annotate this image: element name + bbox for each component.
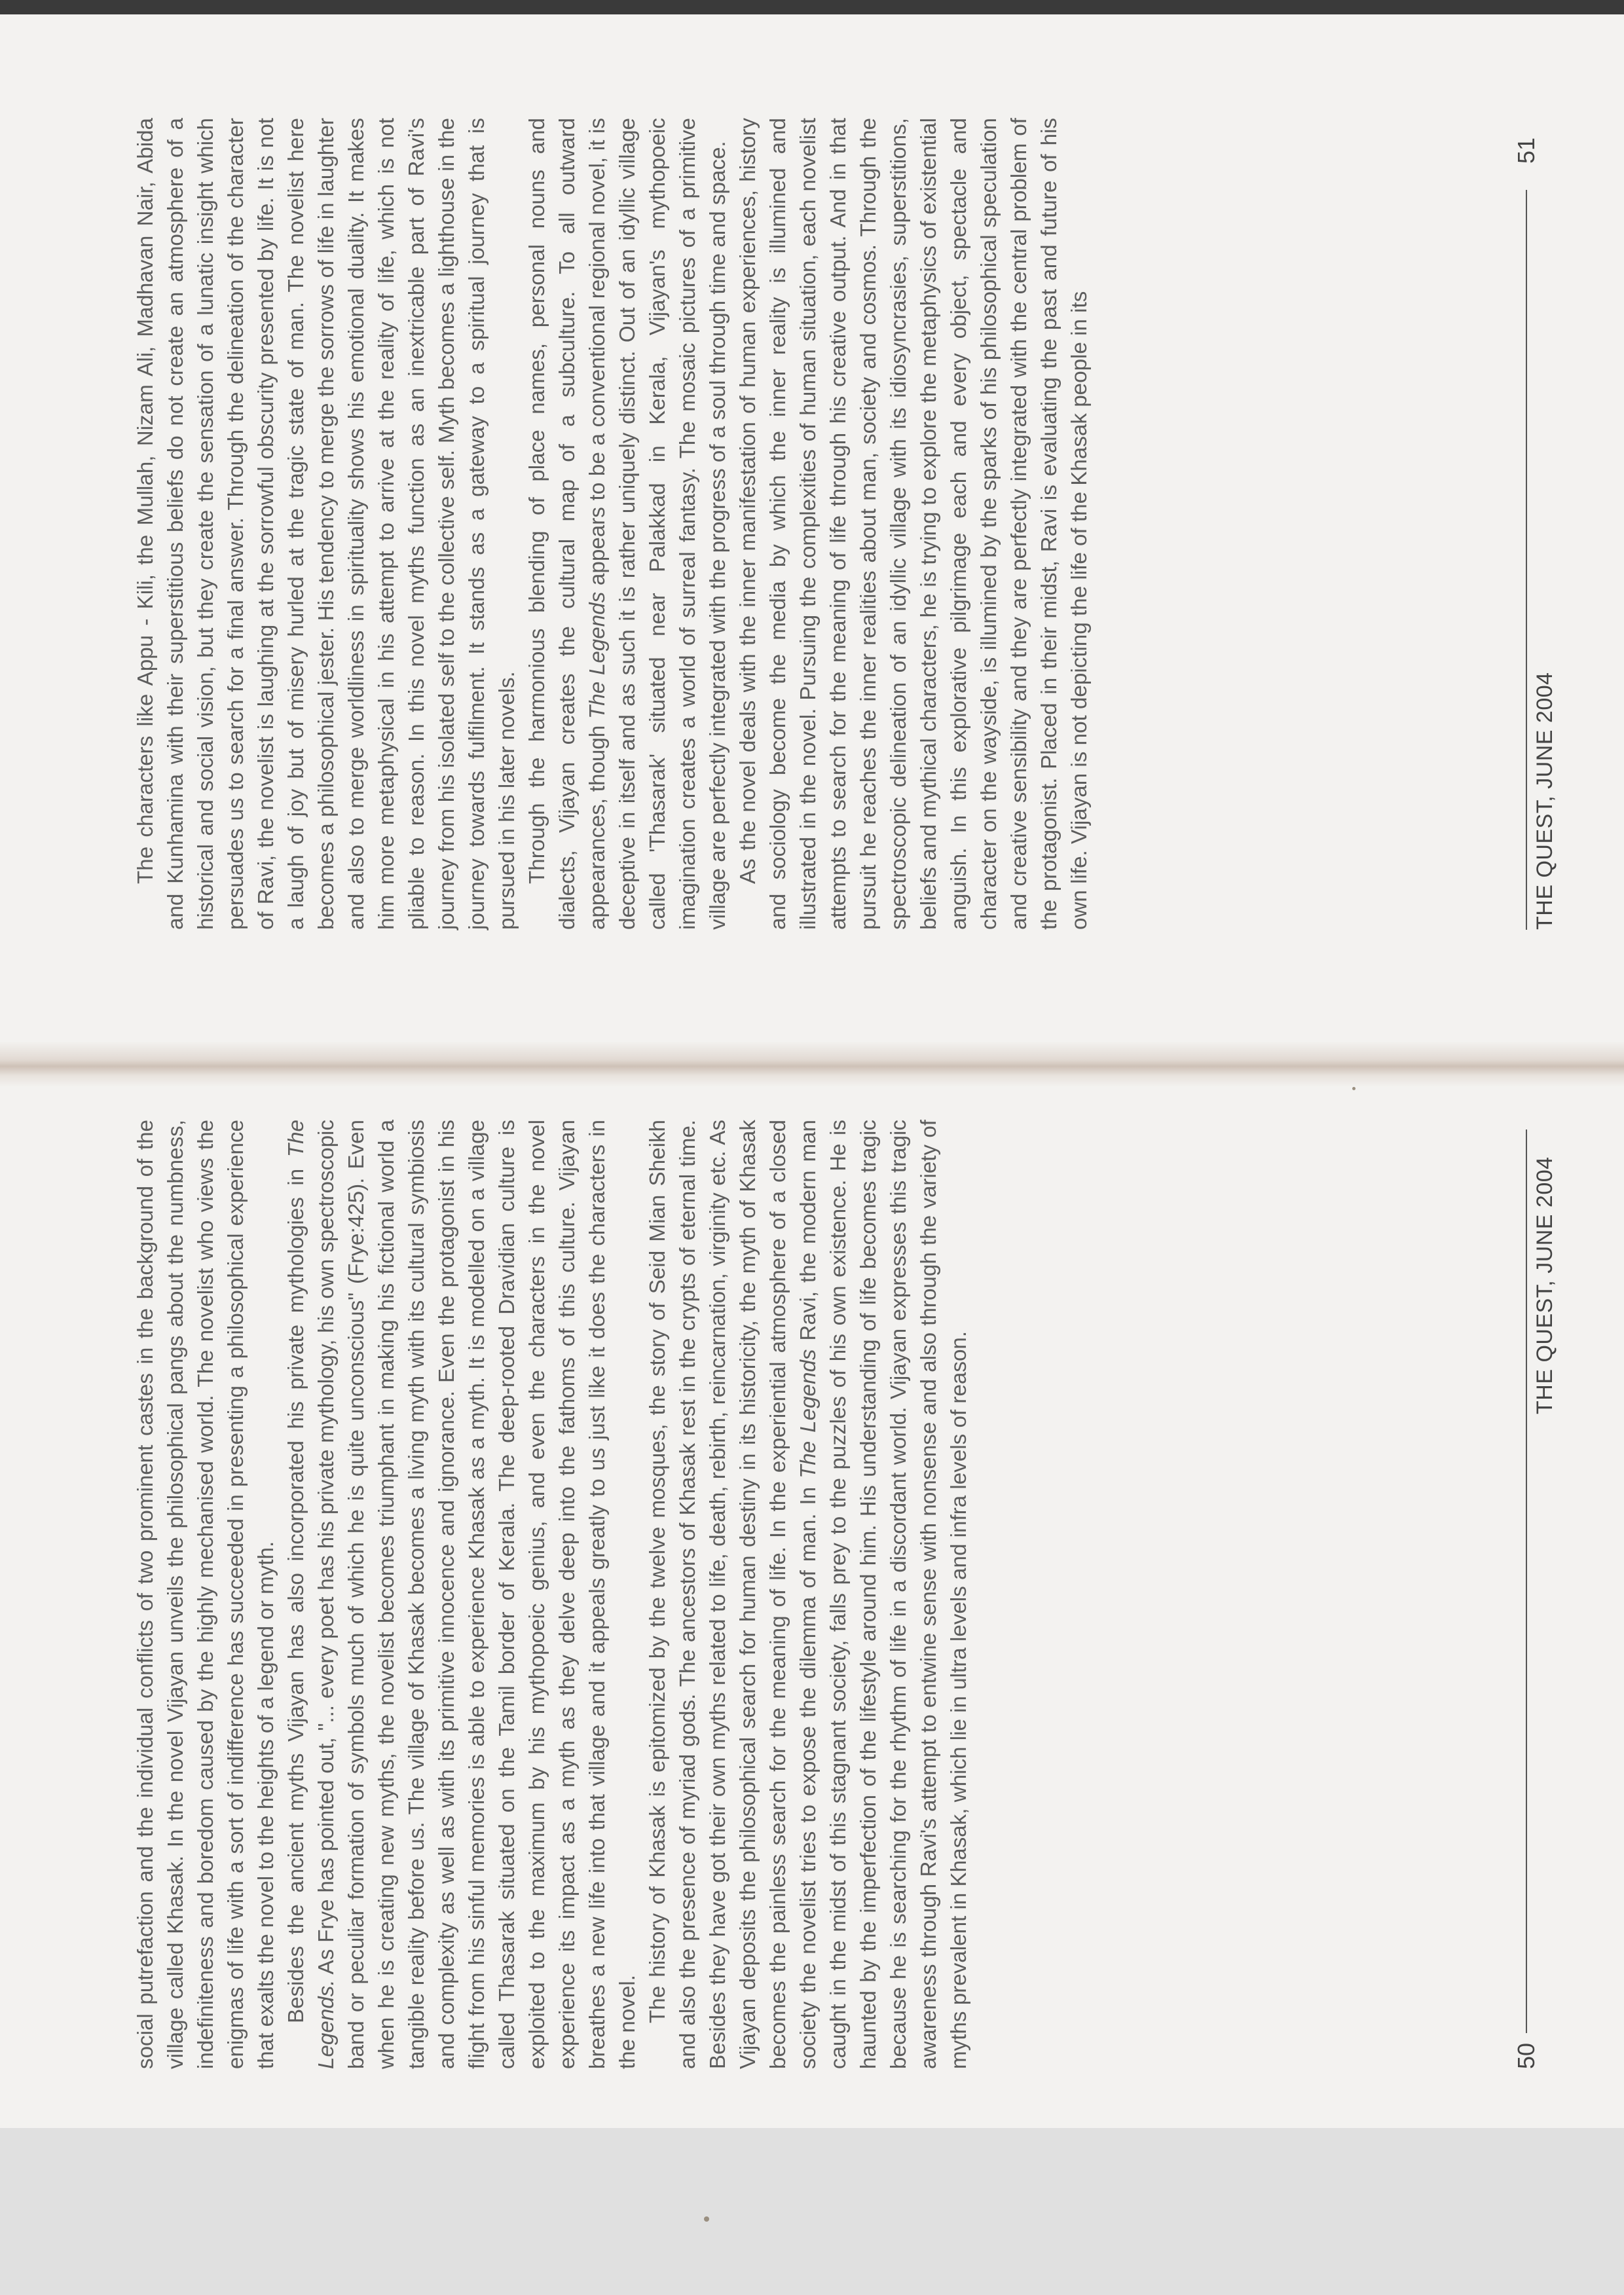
text-run: The history of Khasak is epitomized by the twelve mosques, the story of Seid Mian Sheikh and also the presence of myriad gods. The ancestors of Khasak rest in the crypts of eternal time. Besides they have got their own myths related to life, death, rebirth, reincarnation, virginity etc. As Vijayan deposits the philosophical search for human destiny in its historicity, the myth of Khasak becomes the painless search for the meaning of life. In the experiential atmosphere of a closed society the novelist tries to expose the dilemma of man. In <box>646 1120 821 2069</box>
page-50 <box>131 1120 1559 2069</box>
book-gutter <box>0 1041 1624 1087</box>
scan-speck <box>1352 1087 1356 1090</box>
paragraph <box>643 1120 974 2069</box>
scanner-top-edge <box>0 0 1624 14</box>
text-run: The characters like Appu - Kili, the Mullah, Nizam Ali, Madhavan Nair, Abida and Kunhamina with their superstitious beliefs do not create an atmosphere of a historical and social vision, but they create the sensation of a lunatic insight which persuades us to search for a final answer. Through the delineation of the character of Ravi, the novelist is laughing at the sorrowful obscurity presented by life. It is not a laugh of joy but of misery hurled at the tragic state of man. The novelist here becomes a philosophical jester. His tendency to merge the sorrows of life in laughter and also to merge worldliness in spirituality shows his emotional duality. It makes him more metaphysical in his attempt to arrive at the reality of life, which is not pliable to reason. In this novel myths function as an inextricable part of Ravi's journey from his isolated self to the collective self. Myth becomes a lighthouse in the journey towards fulfilment. It stands as a gateway to a spiritual journey that is pursued in his later novels. <box>134 118 519 930</box>
paragraph <box>523 118 733 930</box>
text-run: As Frye has pointed out, "... every poet has his private mythology, his own spectroscopic band or peculiar formation of symbols much of which he is quite unconscious" (Frye:425). Even when he is creating new myths, the novelist becomes triumphant in making his fictional world a tangible reality before us. The village of Khasak becomes a living myth with its cultural symbiosis and complexity as well as with its primitive innocence and ignorance. Even the protagonist in his flight from his sinful memories is able to experience Khasak as a myth. It is modelled on a village called Thasarak situated on the Tamil border of Kerala. The deep-rooted Dravidian culture is exploited to the maximum by his mythopoeic genius, and even the characters in the novel experience its impact as a myth as they delve deep into the fathoms of this culture. Vijayan breathes a new life into that village and it appeals greatly to us just like it does the characters in the novel. <box>314 1120 640 2069</box>
page-50-body <box>131 1120 974 2069</box>
running-head: THE QUEST, JUNE 2004 <box>1532 1156 1557 1414</box>
text-run: As the novel deals with the inner manifestation of human experiences, history and sociology become the media by which the inner reality is illumined and illustrated in the novel. Pursuing the complexities of human situation, each novelist attempts to search for the meaning of life through his creative output. And in that pursuit he reaches the inner realities about man, society and cosmos. Through the spectroscopic delineation of an idyllic village with its idiosyncrasies, superstitions, beliefs and mythical characters, he is trying to explore the metaphysics of existential anguish. In this explorative pilgrimage each and every object, spectacle and character on the wayside, is illumined by the sparks of his philosophical speculation and creative sensibility and they are perfectly integrated with the central problem of the protagonist. Placed in their midst, Ravi is evaluating the past and future of his own life. Vijayan is not depicting the life of the Khasak people in its <box>736 118 1092 930</box>
footer-rule <box>1526 1129 1527 2033</box>
paragraph <box>733 118 1095 930</box>
text-run: social putrefaction and the individual conflicts of two prominent castes in the background of the village called Khasak. In the novel Vijayan unveils the philosophical pangs about the numbness, indefiniteness and boredom caused by the highly mechanised world. The novelist who views the enigmas of life with a sort of indifference has succeeded in presenting a philosophical experience that exalts the novel to the heights of a legend or myth. <box>134 1120 278 2069</box>
page-51 <box>131 118 1559 930</box>
text-run: Through the harmonious blending of place names, personal nouns and dialects, Vijayan creates the cultural map of a subculture. To all outward appearances, though <box>525 118 610 930</box>
paragraph <box>131 118 523 930</box>
text-run: Ravi, the modern man caught in the midst of this stagnant society, falls prey to the puzzles of his own existence. He is haunted by the imperfection of the lifestyle around him. His understanding of life becomes tragic because he is searching for the rhythm of life in a discordant world. Vijayan expresses this tragic awareness through Ravi's attempt to entwine sense with nonsense and also through the variety of myths prevalent in Khasak, which lie in ultra levels and infra levels of reason. <box>796 1119 971 2069</box>
paragraph <box>131 1120 282 2069</box>
page-51-body <box>131 118 1095 930</box>
scan-speck <box>704 2216 709 2222</box>
book-title: The Legends <box>796 1349 821 1478</box>
text-run: Besides the ancient myths Vijayan has also incorporated his private mythologies in <box>284 1157 308 2023</box>
page-number: 51 <box>1513 137 1540 164</box>
book-title: The Legends. <box>284 1120 339 2069</box>
footer-rule <box>1526 190 1527 930</box>
running-head: THE QUEST, JUNE 2004 <box>1532 672 1557 930</box>
scanner-bed <box>0 2128 1624 2295</box>
text-run: appears to be a conventional regional novel, it is deceptive in itself and as such it is rather uniquely distinct. Out of an idyllic village called 'Thasarak' situated near Palakkad in Kerala, Vijayan's mythopoeic imagination creates a world of surreal fantasy. The mosaic pictures of a primitive village are perfectly integrated with the progress of a soul through time and space. <box>585 118 730 930</box>
paragraph <box>282 1120 643 2069</box>
page-number: 50 <box>1513 2042 1540 2069</box>
book-title: The Legends <box>585 591 610 719</box>
